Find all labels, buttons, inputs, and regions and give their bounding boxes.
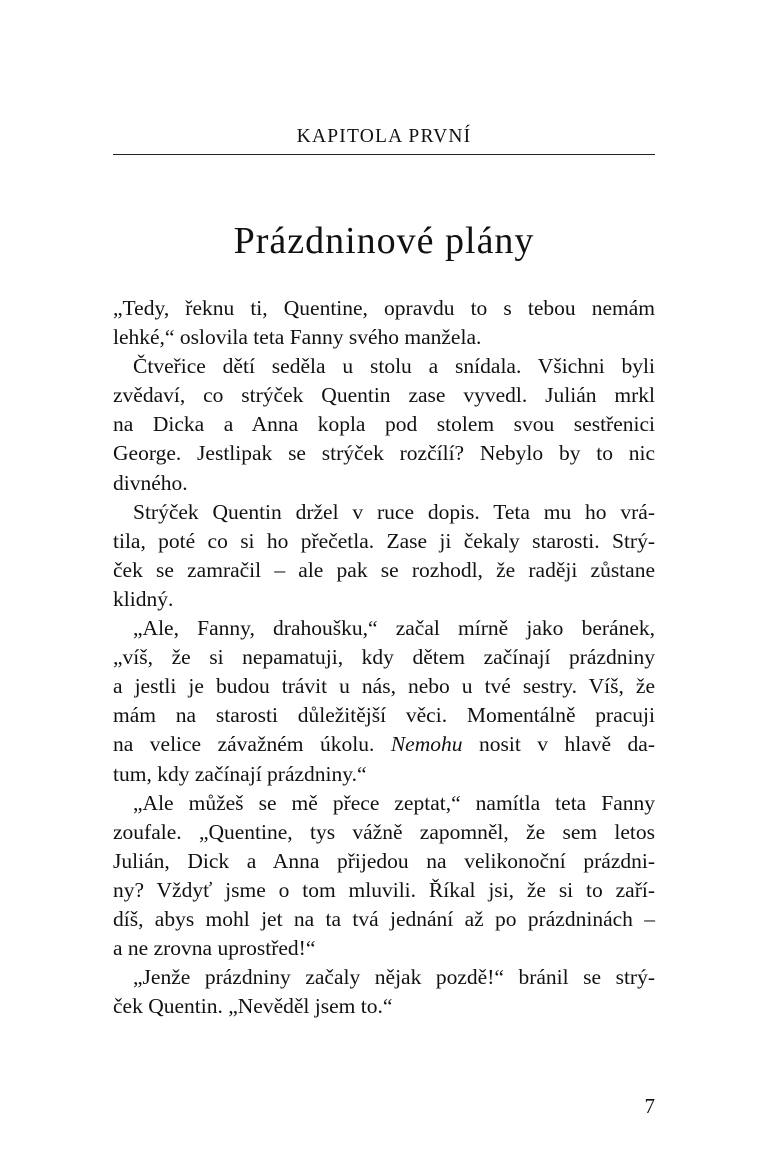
text-line: ček Quentin. „Nevěděl jsem to.“ — [113, 994, 393, 1019]
text-fragment: nosit v hlavě da- — [462, 732, 655, 757]
text-line: George. Jestlipak se strýček rozčílí? Nebylo by to nic — [113, 441, 655, 466]
paragraph — [113, 614, 655, 789]
text-line: tum, kdy začínají prázdniny.“ — [113, 761, 367, 786]
paragraph — [113, 294, 655, 352]
text-line: Čtveřice dětí seděla u stolu a snídala. Všichni byli — [133, 354, 655, 379]
text-line: a jestli je budou trávit u nás, nebo u tvé sestry. Víš, že — [113, 674, 655, 699]
chapter-title: Prázdninové plány — [233, 220, 535, 262]
text-line: „Ale, Fanny, drahoušku,“ začal mírně jako beránek, — [133, 616, 655, 641]
text-fragment: na velice závažném úkolu. — [113, 732, 391, 757]
body-text — [113, 294, 655, 1021]
paragraph — [113, 963, 655, 1021]
text-line: „Ale můžeš se mě přece zeptat,“ namítla teta Fanny — [133, 790, 655, 815]
text-line: ny? Vždyť jsme o tom mluvili. Říkal jsi, že si to zaří- — [113, 877, 655, 902]
text-line: „Jenže prázdniny začaly nějak pozdě!“ bránil se strý- — [133, 965, 655, 990]
text-line: „Tedy, řeknu ti, Quentine, opravdu to s tebou nemám — [113, 296, 655, 320]
chapter-label: KAPITOLA PRVNÍ — [296, 126, 472, 147]
text-line: tila, poté co si ho přečetla. Zase ji čekaly starosti. Strý- — [113, 528, 655, 553]
text-line: divného. — [113, 470, 188, 495]
text-line: mám na starosti důležitější věci. Momentálně pracuji — [113, 703, 655, 728]
text-line: lehké,“ oslovila teta Fanny svého manžela. — [113, 325, 482, 350]
paragraph — [113, 789, 655, 964]
text-line: „víš, že si nepamatuji, kdy dětem začínají prázdniny — [113, 645, 655, 670]
text-line: ček se zamračil – ale pak se rozhodl, že raději zůstane — [113, 557, 655, 582]
text-line: klidný. — [113, 586, 174, 611]
paragraph — [113, 352, 655, 497]
text-line: díš, abys mohl jet na ta tvá jednání až po prázdninách – — [113, 906, 655, 931]
text-line: na Dicka a Anna kopla pod stolem svou sestřenici — [113, 412, 655, 437]
emphasized-word: Nemohu — [390, 732, 463, 757]
text-line: Julián, Dick a Anna přijedou na velikonoční prázdni- — [113, 848, 655, 873]
text-line: zvědaví, co strýček Quentin zase vyvedl. Julián mrkl — [113, 383, 655, 408]
text-line: zoufale. „Quentine, tys vážně zapomněl, že sem letos — [113, 819, 655, 844]
paragraph — [113, 498, 655, 614]
text-line: Strýček Quentin držel v ruce dopis. Teta mu ho vrá- — [133, 499, 655, 524]
page-number: 7 — [644, 1094, 655, 1118]
text-line-with-emphasis — [113, 730, 655, 759]
text-line: a ne zrovna uprostřed!“ — [113, 936, 316, 961]
header-divider — [113, 154, 655, 155]
